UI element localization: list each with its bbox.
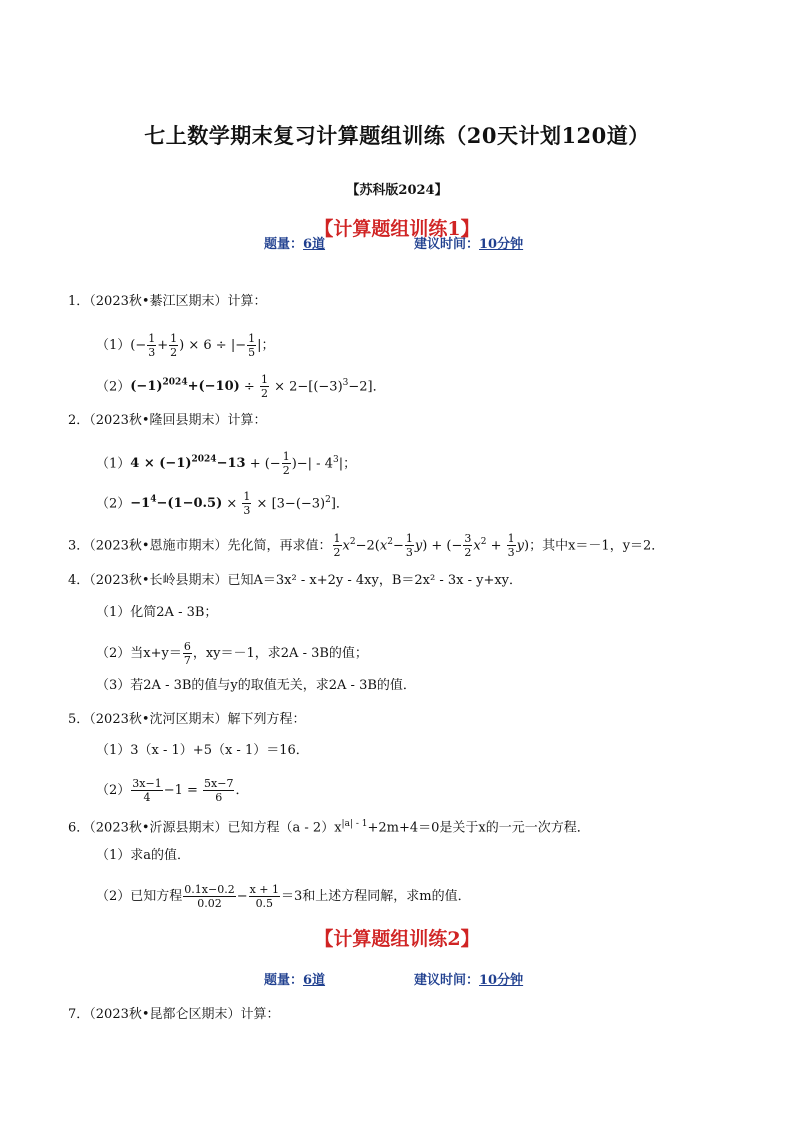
question-6-part-2-start: （2）已知方程 — [96, 889, 183, 904]
question-2-part-2: $(2)-1^4-(1-0.5)$ × $\frac{1}{3}$ × $[3-(-3)^2]$． — [96, 490, 349, 518]
question-6-part-2-end: ＝3和上述方程同解，求m的值． — [281, 889, 471, 904]
question-6-stem-end: +2m+4＝0是关于x的一元一次方程． — [367, 820, 590, 836]
suggested-time-group — [414, 969, 523, 988]
question-1: 1．（2023秋•綦江区期末）计算： — [68, 294, 267, 309]
question-6-part-2: （2）已知方程 $\frac{0.1x-0.2}{0.02}$ − $\frac{x + 1}{0.5}$ ＝3和上述方程同解，求m的值． — [96, 883, 471, 910]
suggested-time-label: 建议时间： — [414, 973, 480, 988]
question-6: 6．（2023秋•沂源县期末）已知方程$(a - 2)x^{|a| - 1}+2m+4=0$是关于x的一元一次方程． — [68, 819, 590, 836]
question-2: 2．（2023秋•隆回县期末）计算： — [68, 413, 267, 428]
question-5-part-1: （1）3（x - 1）+5（x - 1）＝16． — [96, 743, 309, 758]
question-4-part-2-start: （2）当x+y＝ — [96, 646, 182, 661]
question-2-part-1: $(1)4 \times (-1)^{2024}-13$ + (− $\frac{1}{2}$ )−| - $4^3|$； — [96, 450, 357, 478]
question-count-value: 6道 — [303, 973, 326, 988]
suggested-time-value: 10分钟 — [479, 237, 524, 252]
question-count-group — [264, 233, 325, 252]
question-count-value: 6道 — [303, 237, 326, 252]
question-3-condition: ；其中x＝－1，y＝2． — [529, 538, 665, 554]
question-5: 5．（2023秋•沈河区期末）解下列方程： — [68, 712, 306, 727]
suggested-time-value: 10分钟 — [479, 973, 524, 988]
question-5-part-2: （2） $\frac{3x-1}{4}$ −1 = $\frac{5x-7}{6}$ ． — [96, 777, 249, 804]
question-6-stem-start: 6．（2023秋•沂源县期末）已知方程（a - 2）x — [68, 820, 342, 836]
question-4-part-3: （3）若2A - 3B的值与y的取值无关，求2A - 3B的值． — [96, 678, 416, 693]
question-4: 4．（2023秋•长岭县期末）已知A＝3x² - x+2y - 4xy，B＝2x² - 3x - y+xy． — [68, 573, 523, 588]
question-1-part-2: $(2)(-1)^{2024}+(-10)$ ÷ $\frac{1}{2}$ × $2-[(-3)^3-2]$． — [96, 373, 386, 401]
question-4-part-2-end: ，xy＝－1，求2A - 3B的值； — [192, 646, 368, 661]
question-4-part-1: （1）化简2A - 3B； — [96, 605, 218, 620]
question-1-part-1: （1）(− $\frac{1}{3}$ + $\frac{1}{2}$ ) × 6 ÷ |− $\frac{1}{5}$ |； — [96, 332, 275, 359]
edition-label: 【苏科版2024】 — [346, 183, 448, 198]
question-3: 3．（2023秋•恩施市期末）先化简，再求值： $\frac{1}{2}$ $x^2-2(x^2-$ $\frac{1}{3}$ y) + (− $\frac{3}{2}$ $x^2$ + $\frac{1}{3}$ y)；其中x＝－1，y＝2． — [68, 532, 665, 560]
page-title: 七上数学期末复习计算题组训练（20天计划120道） — [144, 123, 650, 148]
question-7: 7．（2023秋•昆都仑区期末）计算： — [68, 1007, 280, 1022]
question-count-label: 题量： — [264, 237, 304, 252]
suggested-time-label: 建议时间： — [414, 237, 480, 252]
question-6-part-1: （1）求a的值． — [96, 848, 191, 863]
question-count-label: 题量： — [264, 973, 304, 988]
section-title-2: 【计算题组训练2】 — [314, 928, 480, 950]
question-4-part-2: （2）当x+y＝ $\frac{6}{7}$ ，xy＝－1，求2A - 3B的值； — [96, 640, 368, 667]
suggested-time-group — [414, 233, 523, 252]
question-count-group — [264, 969, 325, 988]
section-title-1: 【计算题组训练1】 — [314, 218, 480, 240]
question-3-stem: 3．（2023秋•恩施市期末）先化简，再求值： — [68, 538, 332, 554]
